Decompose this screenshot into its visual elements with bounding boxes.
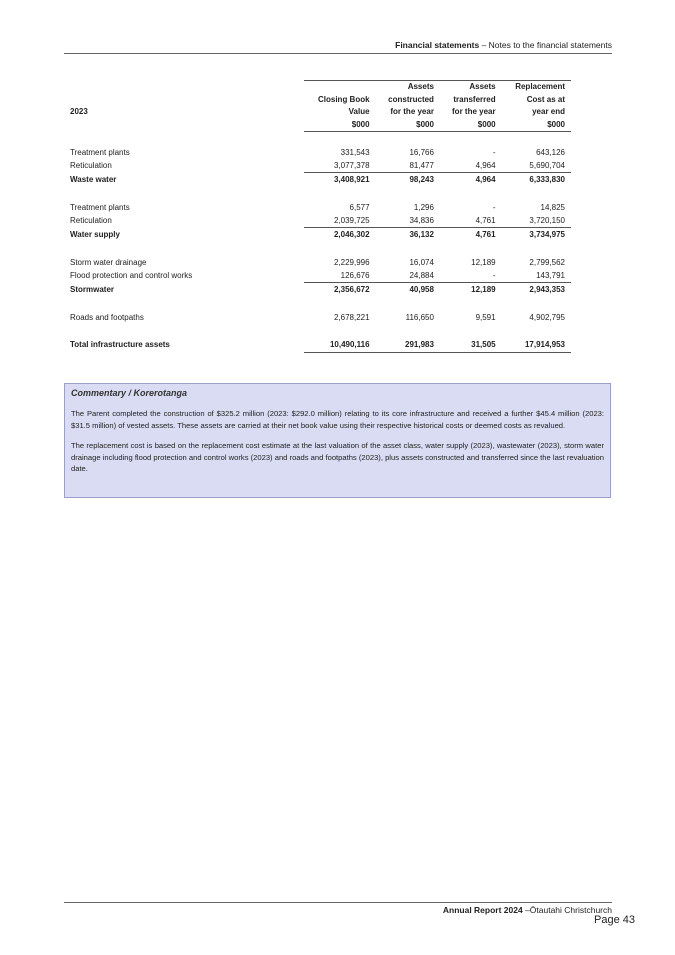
table-row [68, 146, 571, 159]
unit-label: $000 [376, 119, 440, 132]
cell-value: 36,132 [409, 230, 434, 239]
col-header-replacement-cost: Replacement Cost as at year end [502, 81, 571, 119]
cell-value: 98,243 [409, 175, 434, 184]
cell-value: 2,943,353 [529, 285, 565, 294]
col-header-closing-book: Closing Book Value [304, 81, 376, 119]
cell-value: - [492, 202, 496, 212]
cell-value: - [440, 269, 502, 283]
row-label: Storm water drainage [70, 257, 147, 267]
cell-value: 16,766 [409, 147, 434, 157]
table-spacer-row [68, 131, 571, 146]
header-subsection: – Notes to the financial statements [479, 40, 612, 50]
cell-value: 16,074 [409, 257, 434, 267]
cell-value: 12,189 [471, 257, 496, 267]
cell-value: 143,791 [502, 269, 571, 283]
unit-label: $000 [502, 119, 571, 132]
header-section: Financial statements [395, 40, 480, 50]
cell-value: 4,761 [440, 214, 502, 228]
table-header-row [68, 81, 571, 119]
row-label: Reticulation [70, 215, 112, 225]
cell-value: 3,720,150 [502, 214, 571, 228]
commentary-title: Commentary / Korerotanga [71, 388, 188, 398]
col-header-assets-constructed: Assets constructed for the year [376, 81, 440, 119]
table-total-row [68, 282, 571, 297]
cell-value: 4,964 [475, 175, 496, 184]
cell-value: 3,408,921 [333, 175, 370, 184]
footer-city: –Ōtautahi Christchurch [522, 905, 612, 915]
table-row [68, 201, 571, 214]
row-label: Flood protection and control works [70, 270, 193, 280]
cell-value: 14,825 [540, 202, 565, 212]
commentary-paragraph: The Parent completed the construction of $325.2 million (2023: $292.0 million) relating to its core infrastructure and received a further $45.4 million (2023: $31.5 million) of vested assets. These assets are carried at their net book value using their respective historical costs or deemed costs as revalued. [71, 409, 604, 430]
table-unit-row [68, 119, 571, 132]
cell-value: - [492, 147, 496, 157]
cell-value: 331,543 [340, 147, 370, 157]
cell-value: 3,734,975 [529, 230, 565, 239]
cell-value: 6,333,830 [529, 175, 565, 184]
page-number: Page 43 [594, 914, 635, 926]
table-row [68, 256, 571, 269]
cell-value: 4,964 [440, 159, 502, 173]
table-row [68, 311, 571, 324]
table-total-row [68, 338, 571, 353]
cell-value: 31,505 [440, 338, 502, 353]
cell-value: 40,958 [409, 285, 434, 294]
cell-value: 4,761 [475, 230, 496, 239]
cell-value: 10,490,116 [304, 338, 376, 353]
infrastructure-assets-table [68, 80, 571, 353]
cell-value: 2,799,562 [529, 257, 565, 267]
commentary-paragraph: The replacement cost is based on the replacement cost estimate at the last valuation of the asset class, water supply (2023), wastewater (2023), storm water drainage including flood protection and control works (2023) and roads and footpaths (2023), plus assets constructed and transferred since the last revaluation date. [71, 441, 604, 474]
row-label: Treatment plants [70, 147, 130, 157]
cell-value: 3,077,378 [304, 159, 376, 173]
table-spacer-row [68, 242, 571, 256]
table-total-row [68, 172, 571, 187]
footer-divider [64, 902, 612, 903]
cell-value: 126,676 [304, 269, 376, 283]
cell-value: 643,126 [536, 147, 565, 157]
row-label: Total infrastructure assets [70, 340, 170, 350]
cell-value: 2,356,672 [333, 285, 370, 294]
cell-value: 116,650 [405, 312, 434, 322]
cell-value: 12,189 [471, 285, 496, 294]
cell-value: 2,678,221 [333, 312, 370, 322]
cell-value: 17,914,953 [502, 338, 571, 353]
cell-value: 34,836 [376, 214, 440, 228]
cell-value: 2,229,996 [333, 257, 370, 267]
cell-value: 6,577 [349, 202, 370, 212]
cell-value: 4,902,795 [529, 312, 565, 322]
table-spacer-row [68, 297, 571, 311]
commentary-box [64, 383, 611, 498]
row-label: Water supply [70, 229, 120, 239]
running-header [64, 40, 612, 50]
running-footer [64, 905, 612, 915]
cell-value: 1,296 [413, 202, 434, 212]
table-total-row [68, 227, 571, 242]
table-row [68, 214, 571, 228]
table-row [68, 159, 571, 173]
row-label: Treatment plants [70, 202, 130, 212]
unit-label: $000 [304, 119, 376, 132]
cell-value: 24,884 [376, 269, 440, 283]
row-label: Waste water [70, 174, 117, 184]
col-header-assets-transferred: Assets transferred for the year [440, 81, 502, 119]
cell-value: 2,039,725 [304, 214, 376, 228]
table-spacer-row [68, 187, 571, 201]
cell-value: 2,046,302 [333, 230, 370, 239]
row-label: Stormwater [70, 284, 115, 294]
footer-report-title: Annual Report 2024 [442, 905, 523, 915]
table-row [68, 269, 571, 283]
cell-value: 5,690,704 [502, 159, 571, 173]
header-divider [64, 53, 612, 54]
cell-value: 9,591 [475, 312, 496, 322]
row-label: Reticulation [70, 160, 112, 170]
cell-value: 291,983 [376, 338, 440, 353]
cell-value: 81,477 [376, 159, 440, 173]
year-header: 2023 [70, 107, 88, 116]
row-label: Roads and footpaths [70, 312, 144, 322]
table-body [68, 131, 571, 352]
table-spacer-row [68, 324, 571, 338]
unit-label: $000 [440, 119, 502, 132]
